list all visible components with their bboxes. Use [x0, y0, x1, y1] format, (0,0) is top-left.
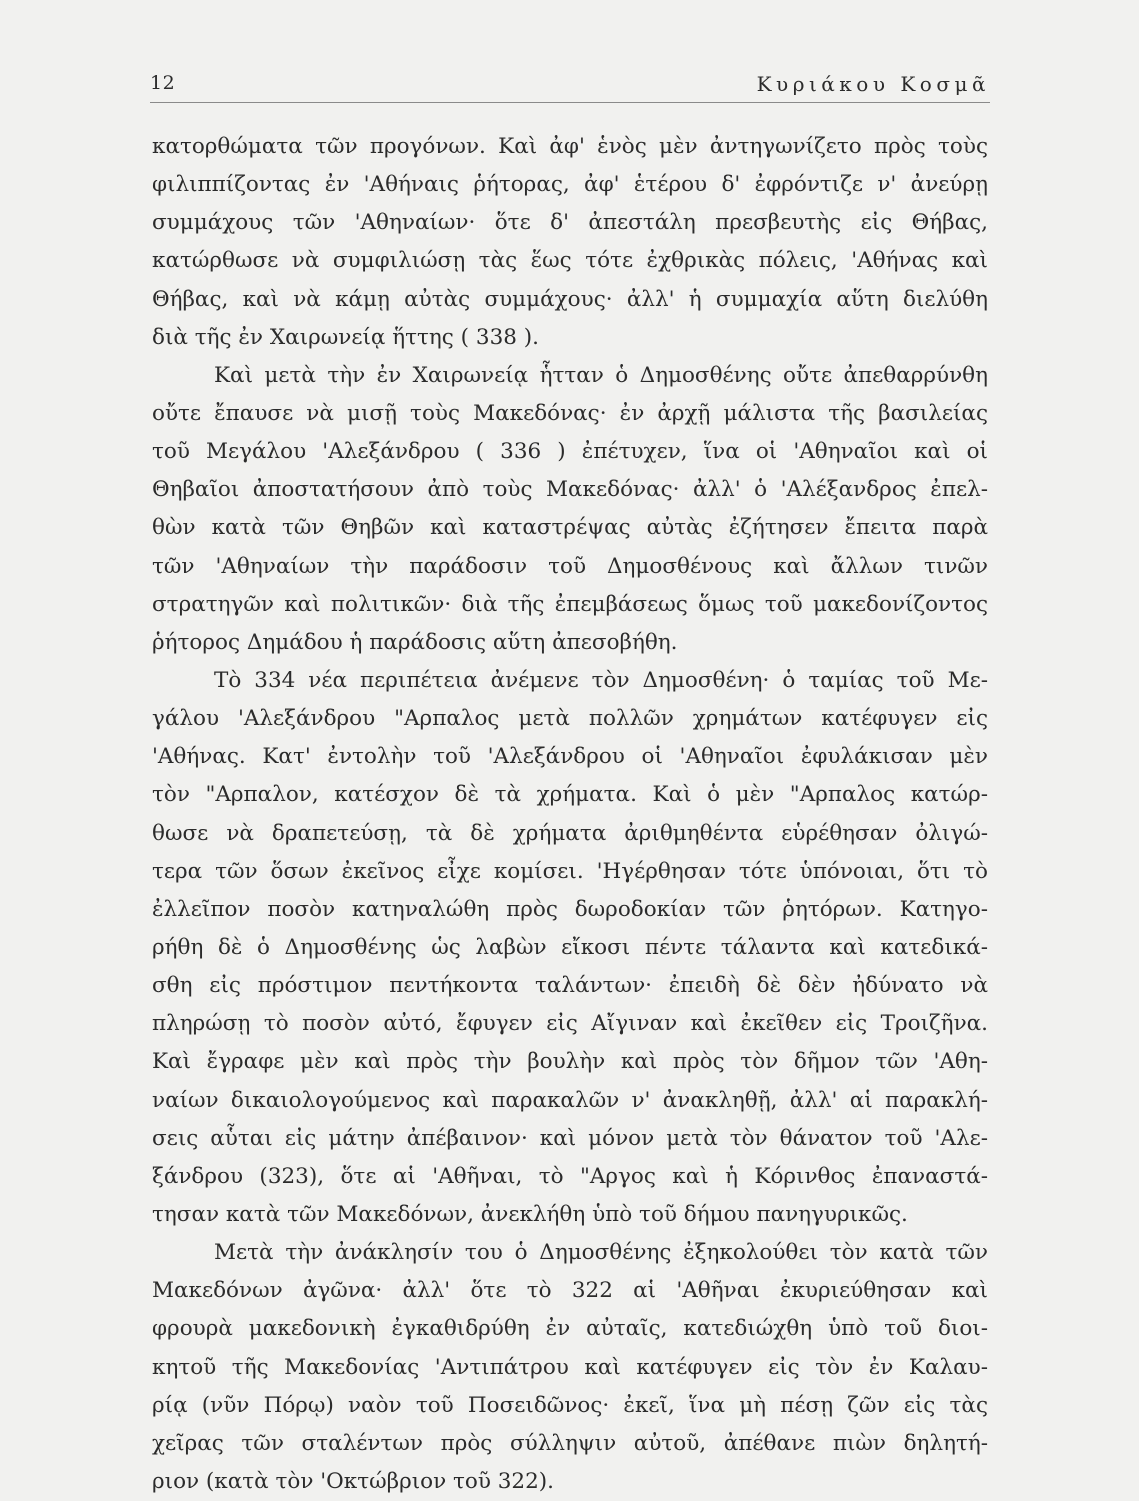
text-line: φιλιππίζοντας ἐν 'Αθήναις ῥήτορας, ἀφ' ἑτέρου δ' ἐφρόντιζε ν' ἀνεύρῃ: [152, 172, 988, 198]
text-line: Τὸ 334 νέα περιπέτεια ἀνέμενε τὸν Δημοσθένη· ὁ ταμίας τοῦ Με-: [214, 667, 988, 693]
text-line: Θηβαῖοι ἀποστατήσουν ἀπὸ τοὺς Μακεδόνας· ἀλλ' ὁ 'Αλέξανδρος ἐπελ-: [152, 477, 988, 503]
text-line: σεις αὗται εἰς μάτην ἀπέβαινον· καὶ μόνον μετὰ τὸν θάνατον τοῦ 'Αλε-: [152, 1125, 988, 1151]
text-line: θωσε νὰ δραπετεύσῃ, τὰ δὲ χρήματα ἀριθμηθέντα εὑρέθησαν ὀλιγώ-: [152, 820, 988, 846]
text-line: χεῖρας τῶν σταλέντων πρὸς σύλληψιν αὐτοῦ, ἀπέθανε πιὼν δηλητή-: [152, 1430, 988, 1456]
paragraph: [152, 1234, 988, 1501]
text-line: τησαν κατὰ τῶν Μακεδόνων, ἀνεκλήθη ὑπὸ τοῦ δήμου πανηγυρικῶς.: [152, 1201, 908, 1227]
text-line: κατώρθωσε νὰ συμφιλιώσῃ τὰς ἕως τότε ἐχθρικὰς πόλεις, 'Αθήνας καὶ: [152, 248, 988, 274]
text-line: τῶν 'Αθηναίων τὴν παράδοσιν τοῦ Δημοσθένους καὶ ἄλλων τινῶν: [152, 553, 988, 579]
text-line: Καὶ ἔγραφε μὲν καὶ πρὸς τὴν βουλὴν καὶ πρὸς τὸν δῆμον τῶν 'Αθη-: [152, 1049, 988, 1075]
paragraph: [152, 357, 988, 662]
text-line: κητοῦ τῆς Μακεδονίας 'Αντιπάτρου καὶ κατέφυγεν εἰς τὸν ἐν Καλαυ-: [152, 1354, 988, 1380]
text-line: Θήβας, καὶ νὰ κάμῃ αὐτὰς συμμάχους· ἀλλ' ἡ συμμαχία αὕτη διελύθη: [152, 286, 988, 312]
text-line: ριον (κατὰ τὸν 'Οκτώβριον τοῦ 322).: [152, 1468, 555, 1494]
text-line: φρουρὰ μακεδονικὴ ἐγκαθιδρύθη ἐν αὐταῖς, κατεδιώχθη ὑπὸ τοῦ διοι-: [152, 1316, 988, 1342]
text-line: ρίᾳ (νῦν Πόρῳ) ναὸν τοῦ Ποσειδῶνος· ἐκεῖ, ἵνα μὴ πέσῃ ζῶν εἰς τὰς: [152, 1392, 988, 1418]
text-line: ναίων δικαιολογούμενος καὶ παρακαλῶν ν' ἀνακληθῇ, ἀλλ' αἱ παρακλή-: [152, 1087, 988, 1113]
text-body: [152, 128, 988, 1501]
text-line: σθη εἰς πρόστιμον πεντήκοντα ταλάντων· ἐπειδὴ δὲ δὲν ἠδύνατο νὰ: [152, 973, 988, 999]
text-line: 'Αθήνας. Κατ' ἐντολὴν τοῦ 'Αλεξάνδρου οἱ 'Αθηναῖοι ἐφυλάκισαν μὲν: [152, 744, 988, 770]
text-line: διὰ τῆς ἐν Χαιρωνείᾳ ἥττης ( 338 ).: [152, 324, 539, 350]
text-line: γάλου 'Αλεξάνδρου "Αρπαλος μετὰ πολλῶν χρημάτων κατέφυγεν εἰς: [152, 706, 988, 732]
text-line: κατορθώματα τῶν προγόνων. Καὶ ἀφ' ἑνὸς μὲν ἀντηγωνίζετο πρὸς τοὺς: [152, 134, 988, 159]
text-line: στρατηγῶν καὶ πολιτικῶν· διὰ τῆς ἐπεμβάσεως ὅμως τοῦ μακεδονίζοντος: [152, 591, 988, 617]
text-line: Μακεδόνων ἀγῶνα· ἀλλ' ὅτε τὸ 322 αἱ 'Αθῆναι ἐκυριεύθησαν καὶ: [152, 1278, 988, 1304]
text-line: ρήθη δὲ ὁ Δημοσθένης ὡς λαβὼν εἴκοσι πέντε τάλαντα καὶ κατεδικά-: [152, 934, 988, 960]
text-line: ἐλλεῖπον ποσὸν κατηναλώθη πρὸς δωροδοκίαν τῶν ῥητόρων. Κατηγο-: [152, 896, 988, 922]
text-line: ῥήτορος Δημάδου ἡ παράδοσις αὕτη ἀπεσοβήθη.: [152, 629, 678, 655]
paragraph: [152, 128, 988, 357]
text-line: Μετὰ τὴν ἀνάκλησίν του ὁ Δημοσθένης ἐξηκολούθει τὸν κατὰ τῶν: [214, 1240, 988, 1266]
text-line: Καὶ μετὰ τὴν ἐν Χαιρωνείᾳ ἧτταν ὁ Δημοσθένης οὔτε ἀπεθαρρύνθη: [214, 362, 988, 388]
paragraph: [152, 662, 988, 1234]
text-line: τοῦ Μεγάλου 'Αλεξάνδρου ( 336 ) ἐπέτυχεν, ἵνα οἱ 'Αθηναῖοι καὶ οἱ: [152, 439, 988, 465]
page-number: 12: [150, 72, 176, 94]
text-line: τὸν "Αρπαλον, κατέσχον δὲ τὰ χρήματα. Καὶ ὁ μὲν "Αρπαλος κατώρ-: [152, 782, 988, 808]
page-header: [150, 72, 990, 103]
text-line: ξάνδρου (323), ὅτε αἱ 'Αθῆναι, τὸ "Αργος καὶ ἡ Κόρινθος ἐπαναστά-: [152, 1163, 988, 1189]
running-head: Κυριάκου Κοσμᾶ: [756, 72, 990, 96]
text-line: πληρώσῃ τὸ ποσὸν αὐτό, ἔφυγεν εἰς Αἴγιναν καὶ ἐκεῖθεν εἰς Τροιζῆνα.: [152, 1011, 988, 1037]
text-line: οὔτε ἔπαυσε νὰ μισῇ τοὺς Μακεδόνας· ἐν ἀρχῇ μάλιστα τῆς βασιλείας: [152, 400, 988, 426]
text-line: θὼν κατὰ τῶν Θηβῶν καὶ καταστρέψας αὐτὰς ἐζήτησεν ἔπειτα παρὰ: [152, 515, 988, 541]
text-line: τερα τῶν ὅσων ἐκεῖνος εἶχε κομίσει. 'Ηγέρθησαν τότε ὑπόνοιαι, ὅτι τὸ: [152, 858, 988, 884]
text-line: συμμάχους τῶν 'Αθηναίων· ὅτε δ' ἀπεστάλη πρεσβευτὴς εἰς Θήβας,: [152, 210, 988, 236]
